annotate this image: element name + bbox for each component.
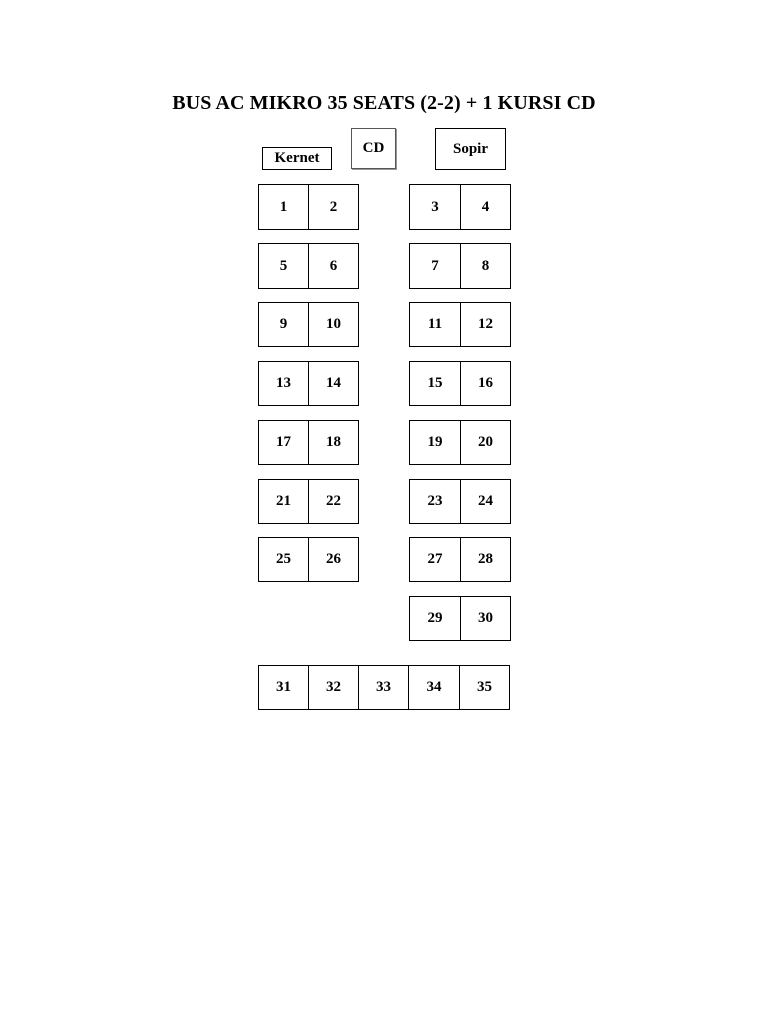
seat-6[interactable]: 6 — [308, 243, 359, 289]
page-title: BUS AC MIKRO 35 SEATS (2-2) + 1 KURSI CD — [172, 92, 596, 114]
seat-1[interactable]: 1 — [258, 184, 309, 230]
seat-11[interactable]: 11 — [409, 302, 461, 347]
seat-31[interactable]: 31 — [258, 665, 309, 710]
seat-26[interactable]: 26 — [308, 537, 359, 582]
seat-13[interactable]: 13 — [258, 361, 309, 406]
seat-16[interactable]: 16 — [460, 361, 511, 406]
sopir-seat: Sopir — [435, 128, 506, 170]
seat-2[interactable]: 2 — [308, 184, 359, 230]
seat-32[interactable]: 32 — [308, 665, 359, 710]
seat-22[interactable]: 22 — [308, 479, 359, 524]
seat-21[interactable]: 21 — [258, 479, 309, 524]
seat-20[interactable]: 20 — [460, 420, 511, 465]
seat-5[interactable]: 5 — [258, 243, 309, 289]
cd-seat: CD — [351, 128, 396, 169]
seat-3[interactable]: 3 — [409, 184, 461, 230]
seat-34[interactable]: 34 — [408, 665, 460, 710]
seat-28[interactable]: 28 — [460, 537, 511, 582]
seat-23[interactable]: 23 — [409, 479, 461, 524]
seat-14[interactable]: 14 — [308, 361, 359, 406]
seat-15[interactable]: 15 — [409, 361, 461, 406]
seat-35[interactable]: 35 — [459, 665, 510, 710]
seat-4[interactable]: 4 — [460, 184, 511, 230]
seat-25[interactable]: 25 — [258, 537, 309, 582]
seat-17[interactable]: 17 — [258, 420, 309, 465]
seat-30[interactable]: 30 — [460, 596, 511, 641]
seat-24[interactable]: 24 — [460, 479, 511, 524]
seat-9[interactable]: 9 — [258, 302, 309, 347]
seat-7[interactable]: 7 — [409, 243, 461, 289]
seat-27[interactable]: 27 — [409, 537, 461, 582]
seat-19[interactable]: 19 — [409, 420, 461, 465]
kernet-seat: Kernet — [262, 147, 332, 170]
seat-10[interactable]: 10 — [308, 302, 359, 347]
seat-12[interactable]: 12 — [460, 302, 511, 347]
seat-33[interactable]: 33 — [358, 665, 409, 710]
seat-8[interactable]: 8 — [460, 243, 511, 289]
seat-29[interactable]: 29 — [409, 596, 461, 641]
seat-18[interactable]: 18 — [308, 420, 359, 465]
